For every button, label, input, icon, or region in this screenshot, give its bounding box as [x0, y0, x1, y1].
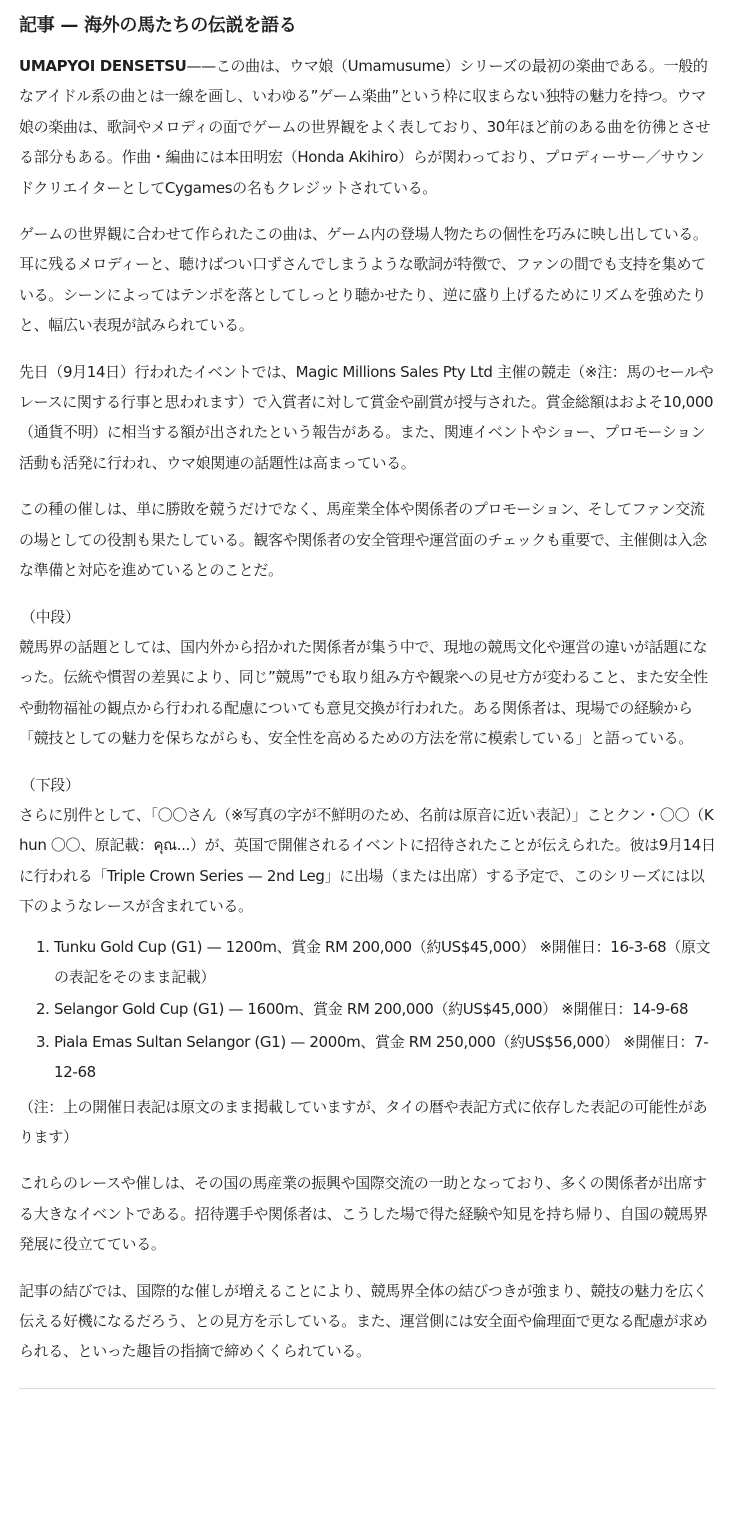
list-item: 2. Selangor Gold Cup (G1) — 1600m、賞金 RM 200,000（約US$45,000） ※開催日：14-9-68	[54, 994, 716, 1024]
middle-section-body: 競馬界の話題としては、国内外から招かれた関係者が集う中で、現地の競馬文化や運営の違いが話題になった。伝統や慣習の差異により、同じ”競馬”でも取り組み方や観衆への見せ方が変わること、また安全性や動物福祉の観点から行われる配慮についても意見交換が行われた。ある関係者は、現場での経験から「競技としての魅力を保ちながらも、安全性を高めるための方法を常に模索している」と語っている。	[19, 637, 708, 748]
date-note: （注：上の開催日表記は原文のまま掲載していますが、タイの暦や表記方式に依存した表記の可能性があります）	[19, 1097, 708, 1146]
song-title: UMAPYOI DENSETSU	[19, 57, 187, 75]
paragraph-2: ゲームの世界観に合わせて作られたこの曲は、ゲーム内の登場人物たちの個性を巧みに映し出している。耳に残るメロディーと、聴けばつい口ずさんでしまうような歌詞が特徴で、ファンの間でも支持を集めている。シーンによってはテンポを落としてしっとり聴かせたり、逆に盛り上げるためにリズムを強めたりと、幅広い表現が試みられている。	[19, 225, 708, 335]
middle-section-label: （中段）	[21, 607, 80, 626]
list-item: 3. Piala Emas Sultan Selangor (G1) — 2000m、賞金 RM 250,000（約US$56,000） ※開催日：7-12-68	[54, 1027, 716, 1088]
race-list	[19, 932, 716, 1088]
intro-paragraph	[19, 51, 716, 203]
intro-body: ——この曲は、ウマ娘（Umamusume）シリーズの最初の楽曲である。一般的なアイドル系の曲とは一線を画し、いわゆる”ゲーム楽曲”という枠に収まらない独特の魅力を持つ。ウマ娘の楽曲は、歌詞やメロディの面でゲームの世界観をよく表しており、30年ほど前のある曲を彷彿とさせる部分もある。作曲・編曲には本田明宏（Honda Akihiro）らが関わっており、プロディーサー／サウンドクリエイターとしてCygamesの名もクレジットされている。	[19, 57, 711, 197]
list-item: 1. Tunku Gold Cup (G1) — 1200m、賞金 RM 200,000（約US$45,000） ※開催日：16-3-68（原文の表記をそのまま記載）	[54, 932, 716, 993]
article-title: 記事 — 海外の馬たちの伝説を語る	[19, 15, 297, 36]
paragraph-3: 先日（9月14日）行われたイベントでは、Magic Millions Sales Pty Ltd 主催の競走（※注：馬のセールやレースに関する行事と思われます）で入賞者に対して賞金や副賞が授与された。賞金総額はおよそ10,000（通貨不明）に相当する額が出されたという報告がある。また、関連イベントやショー、プロモーション活動も活発に行われ、ウマ娘関連の話題性は高まっている。	[19, 362, 714, 472]
divider	[19, 1388, 716, 1389]
lower-section-label: （下段）	[21, 775, 80, 794]
conclusion-paragraph: 記事の結びでは、国際的な催しが増えることにより、競馬界全体の結びつきが強まり、競技の魅力を広く伝える好機になるだろう、との見方を示している。また、運営側には安全面や倫理面で更なる配慮が求められる、といった趣旨の指摘で締めくくられている。	[19, 1281, 708, 1361]
paragraph-after-list: これらのレースや催しは、その国の馬産業の振興や国際交流の一助となっており、多くの関係者が出席する大きなイベントである。招待選手や関係者は、こうした場で得た経験や知見を持ち帰り、自国の競馬界発展に役立てている。	[19, 1174, 708, 1254]
lower-section-body: さらに別件として、「〇〇さん（※写真の字が不鮮明のため、名前は原音に近い表記）」ことクン・〇〇（Khun 〇〇、原記載：คุณ...）が、英国で開催されるイベントに招待されたことが伝えられた。彼は9月14日に行われる「Triple Crown Series — 2nd Leg」に出場（または出席）する予定で、このシリーズには以下のようなレースが含まれている。	[19, 805, 716, 916]
paragraph-4: この種の催しは、単に勝敗を競うだけでなく、馬産業全体や関係者のプロモーション、そしてファン交流の場としての役割も果たしている。観客や関係者の安全管理や運営面のチェックも重要で、主催側は入念な準備と対応を進めているとのことだ。	[19, 500, 707, 580]
